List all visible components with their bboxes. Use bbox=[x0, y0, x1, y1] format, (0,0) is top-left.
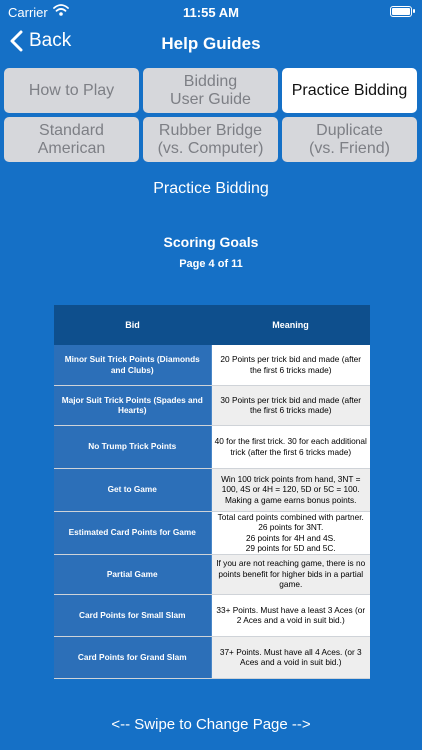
bid-cell: Major Suit Trick Points (Spades and Hearts) bbox=[54, 385, 211, 425]
table-row bbox=[54, 425, 370, 468]
meaning-cell: 30 Points per trick bid and made (after the first 6 tricks made) bbox=[211, 385, 370, 425]
scoring-table bbox=[54, 305, 370, 679]
guide-tabs bbox=[4, 68, 418, 164]
tab-how-to-play[interactable]: How to Play bbox=[4, 68, 139, 113]
table-row bbox=[54, 345, 370, 385]
tab-duplicate[interactable]: Duplicate (vs. Friend) bbox=[282, 117, 417, 162]
column-header-meaning: Meaning bbox=[211, 305, 370, 345]
table-row bbox=[54, 594, 370, 636]
bid-cell: Card Points for Small Slam bbox=[54, 594, 211, 636]
table-row bbox=[54, 636, 370, 678]
bid-cell: Minor Suit Trick Points (Diamonds and Clubs) bbox=[54, 345, 211, 385]
bid-cell: Estimated Card Points for Game bbox=[54, 511, 211, 554]
bid-cell: Card Points for Grand Slam bbox=[54, 636, 211, 678]
status-bar bbox=[0, 0, 422, 24]
navigation-bar bbox=[0, 26, 422, 62]
meaning-cell: 40 for the first trick. 30 for each additional trick (after the first 6 tricks made) bbox=[211, 425, 370, 468]
meaning-cell: 20 Points per trick bid and made (after the first 6 tricks made) bbox=[211, 345, 370, 385]
tab-rubber-bridge[interactable]: Rubber Bridge (vs. Computer) bbox=[143, 117, 278, 162]
page-counter: Page 4 of 11 bbox=[179, 258, 243, 270]
meaning-cell: 33+ Points. Must have a least 3 Aces (or 2 Aces and a void in suit bid.) bbox=[211, 594, 370, 636]
bid-cell: Partial Game bbox=[54, 554, 211, 594]
bid-cell: No Trump Trick Points bbox=[54, 425, 211, 468]
carrier-label: Carrier bbox=[8, 5, 48, 20]
column-header-bid: Bid bbox=[54, 305, 211, 345]
battery-icon bbox=[390, 6, 412, 17]
table-row bbox=[54, 385, 370, 425]
meaning-cell: Win 100 trick points from hand, 3NT = 100, 4S or 4H = 120, 5D or 5C = 100. Making a game earns bonus points. bbox=[211, 468, 370, 511]
clock: 11:55 AM bbox=[183, 5, 239, 20]
meaning-cell: Total card points combined with partner. 26 points for 3NT. 26 points for 4H and 4S. 29 points for 5D and 5C. bbox=[211, 511, 370, 554]
meaning-cell: 37+ Points. Must have all 4 Aces. (or 3 Aces and a void in suit bid.) bbox=[211, 636, 370, 678]
tab-standard-american[interactable]: Standard American bbox=[4, 117, 139, 162]
meaning-cell: If you are not reaching game, there is no points benefit for higher bids in a partial game. bbox=[211, 554, 370, 594]
table-row bbox=[54, 511, 370, 554]
page-heading: Scoring Goals bbox=[163, 234, 259, 250]
tab-bidding-user-guide[interactable]: Bidding User Guide bbox=[143, 68, 278, 113]
table-row bbox=[54, 554, 370, 594]
table-row bbox=[54, 468, 370, 511]
bid-cell: Get to Game bbox=[54, 468, 211, 511]
tab-practice-bidding[interactable]: Practice Bidding bbox=[282, 68, 417, 113]
back-label: Back bbox=[29, 30, 72, 51]
page-title: Help Guides bbox=[161, 34, 261, 53]
swipe-hint: <-- Swipe to Change Page --> bbox=[111, 716, 311, 733]
section-title: Practice Bidding bbox=[153, 180, 269, 197]
